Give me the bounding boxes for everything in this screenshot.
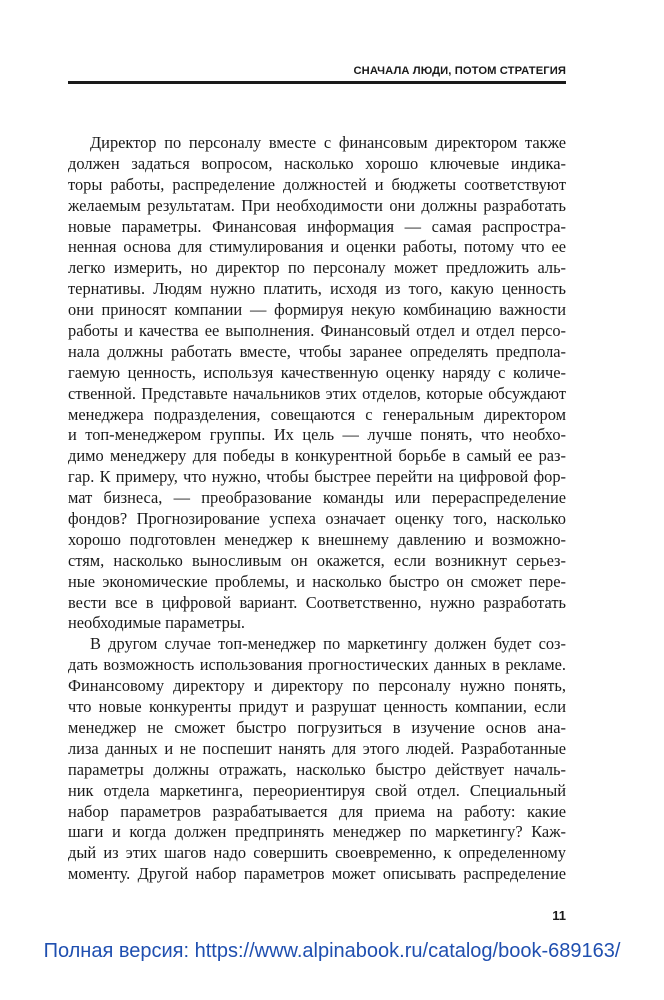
text-line: стям, насколько выносливым он окажется, если возникнут серьез- bbox=[68, 550, 566, 570]
text-line: гаемую ценность, используя качественную оценку наряду с количе- bbox=[68, 362, 566, 382]
text-line: Директор по персоналу вместе с финансовым директором также bbox=[90, 133, 566, 152]
text-line: и топ-менеджером группы. Их цель — лучше понять, что необхо- bbox=[68, 425, 566, 445]
full-version-link[interactable]: Полная версия: https://www.alpinabook.ru/catalog/book-689163/ bbox=[43, 940, 621, 962]
text-line: должен задаться вопросом, насколько хорошо ключевые индика- bbox=[68, 153, 566, 173]
page-number: 11 bbox=[552, 908, 566, 923]
running-title: СНАЧАЛА ЛЮДИ, ПОТОМ СТРАТЕГИЯ bbox=[353, 65, 566, 77]
text-line: что новые конкуренты придут и разрушат ценность компании, если bbox=[68, 697, 566, 717]
text-line: вести все в цифровой вариант. Соответственно, нужно разработать bbox=[68, 592, 566, 612]
text-line: ник отдела маркетинга, переориентируя свой отдел. Специальный bbox=[68, 780, 566, 800]
text-line: необходимые параметры. bbox=[68, 613, 245, 633]
text-line: моменту. Другой набор параметров может описывать распределение bbox=[68, 864, 566, 884]
text-line: дать возможность использования прогностических данных в рекламе. bbox=[68, 655, 566, 675]
text-line: менеджера подразделения, совещаются с генеральным директором bbox=[68, 404, 566, 424]
text-line: ственной. Представьте начальников этих отделов, которые обсуждают bbox=[68, 383, 566, 403]
text-line: работы и качества ее выполнения. Финансовый отдел и отдел персо- bbox=[68, 321, 566, 341]
paragraph bbox=[68, 133, 566, 634]
text-line: хорошо подготовлен менеджер к внешнему давлению и возможно- bbox=[68, 529, 566, 549]
text-line: торы работы, распределение должностей и бюджеты соответствуют bbox=[68, 174, 566, 194]
body-text bbox=[68, 133, 566, 885]
text-line: набор параметров разрабатывается для приема на работу: какие bbox=[68, 801, 566, 821]
text-line: лиза данных и не поспешит нанять для этого людей. Разработанные bbox=[68, 738, 566, 758]
text-line: новые параметры. Финансовая информация — самая распростра- bbox=[68, 216, 566, 236]
text-line: дый из этих шагов надо совершить своевременно, к определенному bbox=[68, 843, 566, 863]
text-line: ненная основа для стимулирования и оценки работы, потому что ее bbox=[68, 237, 566, 257]
text-line: шаги и когда должен предпринять менеджер по маркетингу? Каж- bbox=[68, 822, 566, 842]
text-line: В другом случае топ-менеджер по маркетингу должен будет соз- bbox=[90, 634, 566, 654]
running-header bbox=[68, 62, 566, 84]
text-line: желаемым результатам. При необходимости они должны разработать bbox=[68, 195, 566, 215]
header-rule bbox=[68, 81, 566, 84]
text-line: параметры должны отражать, насколько быстро действует началь- bbox=[68, 759, 566, 779]
text-line: мат бизнеса, — преобразование команды или перераспределение bbox=[68, 488, 566, 508]
text-line: фондов? Прогнозирование успеха означает оценку того, насколько bbox=[68, 509, 566, 529]
text-line: менеджер не сможет быстро погрузиться в изучение основ ана- bbox=[68, 717, 566, 737]
text-line: тернативы. Людям нужно платить, исходя из того, какую ценность bbox=[68, 279, 566, 299]
text-line: ные экономические проблемы, и насколько быстро он сможет пере- bbox=[68, 571, 566, 591]
text-line: они приносят компании — формируя некую комбинацию важности bbox=[68, 300, 566, 320]
text-line: димо менеджеру для победы в конкурентной борьбе в самый ее раз- bbox=[68, 446, 566, 466]
paragraph bbox=[68, 634, 566, 885]
text-line: легко измерить, но директор по персоналу может предложить аль- bbox=[68, 258, 566, 278]
text-line: нала должны работать вместе, чтобы заранее определять предпола- bbox=[68, 341, 566, 361]
text-line: гар. К примеру, что нужно, чтобы быстрее перейти на цифровой фор- bbox=[68, 467, 566, 487]
text-line: Финансовому директору и директору по персоналу нужно понять, bbox=[68, 676, 566, 696]
